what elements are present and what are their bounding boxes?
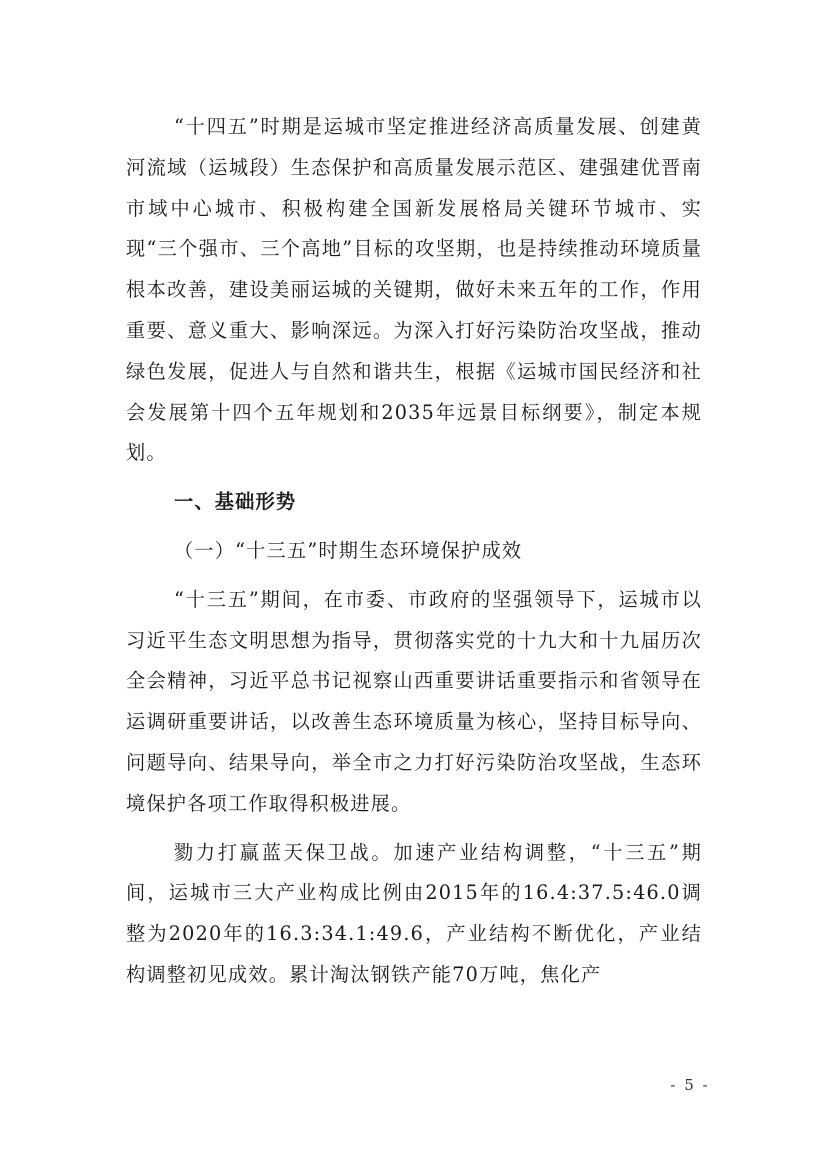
page-number: - 5 -: [670, 1076, 710, 1094]
intro-paragraph: “十四五”时期是运城市坚定推进经济高质量发展、创建黄河流域（运城段）生态保护和高质量发展示范区、建强建优晋南市域中心城市、积极构建全国新发展格局关键环节城市、实现“三个强市、三个高地”目标的攻坚期，也是持续推动环境质量根本改善，建设美丽运城的关键期，做好未来五年的工作，作用重要、意义重大、影响深远。为深入打好污染防治攻坚战，推动绿色发展，促进人与自然和谐共生，根据《运城市国民经济和社会发展第十四个五年规划和2035年远景目标纲要》，制定本规划。: [126, 115, 702, 465]
section-heading: 一、基础形势: [174, 490, 297, 514]
document-body: [126, 107, 702, 996]
achievements-paragraph: “十三五”期间，在市委、市政府的坚强领导下，运城市以习近平生态文明思想为指导，贯彻落实党的十九大和十九届历次全会精神，习近平总书记视察山西重要讲话重要指示和省领导在运调研重要讲话，以改善生态环境质量为核心，坚持目标导向、问题导向、结果导向，举全市之力打好污染防治攻坚战，生态环境保护各项工作取得积极进展。: [126, 587, 702, 815]
subsection-heading: （一）“十三五”时期生态环境保护成效: [174, 538, 523, 562]
blue-sky-paragraph: 勠力打赢蓝天保卫战。加速产业结构调整，“十三五”期间，运城市三大产业构成比例由2015年的16.4:37.5:46.0调整为2020年的16.3:34.1:49.6，产业结构不断优化，产业结构调整初见成效。累计淘汰钢铁产能70万吨，焦化产: [126, 840, 702, 986]
